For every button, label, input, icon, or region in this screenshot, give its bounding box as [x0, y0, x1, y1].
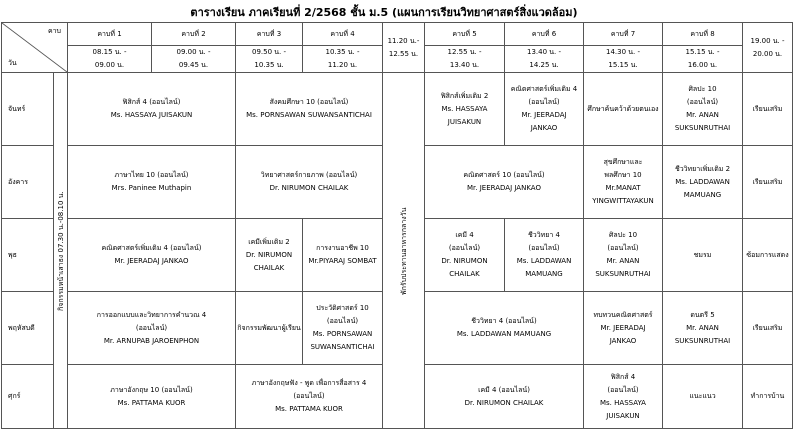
- page-title: ตารางเรียน ภาคเรียนที่ 2/2568 ชั้น ม.5 (แผนการเรียนวิทยาศาสตร์สิ่งแวดล้อม): [190, 6, 578, 19]
- class-cell: แนะแนว: [663, 365, 743, 429]
- class-cell: การออกแบบและวิทยาการคำนวณ 4 (ออนไลน์) Mr. ARNUPAB JAROENPHON: [68, 292, 236, 365]
- period-header: คาบที่ 1: [68, 23, 152, 46]
- class-cell: คณิตศาสตร์เพิ่มเติม 4 (ออนไลน์) Mr. JEERADAJ JANKAO: [68, 219, 236, 292]
- class-cell: เคมี 4 (ออนไลน์) Dr. NIRUMON CHAILAK: [425, 365, 584, 429]
- class-cell: สุขศึกษาและ พลศึกษา 10 Mr.MANAT YINGWITTAYAKUN: [584, 146, 663, 219]
- lunch-time-start: 11.20 น.-: [387, 36, 420, 45]
- lunch-break: พักรับประทานอาหารกลางวัน: [383, 73, 425, 429]
- evening-cell: เรียนเสริม: [743, 292, 793, 365]
- day-thursday: พฤหัสบดี: [2, 292, 54, 365]
- day-friday: ศุกร์: [2, 365, 54, 429]
- evening-time-start: 19.00 น. -: [750, 36, 785, 45]
- class-cell: ภาษาอังกฤษ 10 (ออนไลน์) Ms. PATTAMA KUOR: [68, 365, 236, 429]
- period-header: คาบที่ 7: [584, 23, 663, 46]
- class-cell: ฟิสิกส์ 4 (ออนไลน์) Ms. HASSAYA JUISAKUN: [584, 365, 663, 429]
- period-header: คาบที่ 3: [236, 23, 303, 46]
- period-header: คาบที่ 6: [505, 23, 584, 46]
- class-cell: ศิลปะ 10 (ออนไลน์) Mr. ANAN SUKSUNRUTHAI: [663, 73, 743, 146]
- evening-time-end: 20.00 น.: [752, 49, 783, 58]
- class-cell: ศิลปะ 10 (ออนไลน์) Mr. ANAN SUKSUNRUTHAI: [584, 219, 663, 292]
- corner-period-label: คาบ: [47, 27, 61, 35]
- class-cell: ชีววิทยาเพิ่มเติม 2 Ms. LADDAWAN MAMUANG: [663, 146, 743, 219]
- period-time: 14.30 น. - 15.15 น.: [584, 46, 663, 73]
- class-cell: ทบทวนคณิตศาสตร์ Mr. JEERADAJ JANKAO: [584, 292, 663, 365]
- class-cell: สังคมศึกษา 10 (ออนไลน์) Ms. PORNSAWAN SUWANSANTICHAI: [236, 73, 383, 146]
- evening-cell: ทำการบ้าน: [743, 365, 793, 429]
- homeroom-activity: กิจกรรมหน้าเสาธง 07.30 น.-08.10 น.: [54, 73, 68, 429]
- class-cell: คณิตศาสตร์เพิ่มเติม 4 (ออนไลน์) Mr. JEERADAJ JANKAO: [505, 73, 584, 146]
- evening-cell: เรียนเสริม: [743, 73, 793, 146]
- day-monday: จันทร์: [2, 73, 54, 146]
- class-cell: ภาษาอังกฤษฟัง - พูด เพื่อการสื่อสาร 4 (ออนไลน์) Ms. PATTAMA KUOR: [236, 365, 383, 429]
- corner-day-label: วัน: [8, 59, 17, 67]
- period-header: คาบที่ 2: [152, 23, 236, 46]
- class-cell: ชีววิทยา 4 (ออนไลน์) Ms. LADDAWAN MAMUANG: [505, 219, 584, 292]
- class-cell: การงานอาชีพ 10 Mr.PIYARAJ SOMBAT: [303, 219, 383, 292]
- period-time: 15.15 น. - 16.00 น.: [663, 46, 743, 73]
- class-cell: ชีววิทยา 4 (ออนไลน์) Ms. LADDAWAN MAMUANG: [425, 292, 584, 365]
- class-cell: เคมีเพิ่มเติม 2 Dr. NIRUMON CHAILAK: [236, 219, 303, 292]
- evening-time-header: [743, 23, 793, 73]
- period-time: 09.50 น. - 10.35 น.: [236, 46, 303, 73]
- class-cell: ศึกษาค้นคว้าด้วยตนเอง: [584, 73, 663, 146]
- class-cell: ฟิสิกส์ 4 (ออนไลน์) Ms. HASSAYA JUISAKUN: [68, 73, 236, 146]
- class-cell: ดนตรี 5 Mr. ANAN SUKSUNRUTHAI: [663, 292, 743, 365]
- day-tuesday: อังคาร: [2, 146, 54, 219]
- period-header: คาบที่ 4: [303, 23, 383, 46]
- day-wednesday: พุธ: [2, 219, 54, 292]
- class-cell: ชมรม: [663, 219, 743, 292]
- lunch-time-header: [383, 23, 425, 73]
- period-time: 12.55 น. - 13.40 น.: [425, 46, 505, 73]
- period-header: คาบที่ 8: [663, 23, 743, 46]
- class-cell: ฟิสิกส์เพิ่มเติม 2 Ms. HASSAYA JUISAKUN: [425, 73, 505, 146]
- class-cell: ประวัติศาสตร์ 10 (ออนไลน์) Ms. PORNSAWAN SUWANSANTICHAI: [303, 292, 383, 365]
- period-time: 10.35 น. - 11.20 น.: [303, 46, 383, 73]
- period-time: 13.40 น. - 14.25 น.: [505, 46, 584, 73]
- class-cell: เคมี 4 (ออนไลน์) Dr. NIRUMON CHAILAK: [425, 219, 505, 292]
- period-time: 09.00 น. - 09.45 น.: [152, 46, 236, 73]
- class-cell: กิจกรรมพัฒนาผู้เรียน: [236, 292, 303, 365]
- class-cell: คณิตศาสตร์ 10 (ออนไลน์) Mr. JEERADAJ JANKAO: [425, 146, 584, 219]
- lunch-time-end: 12.55 น.: [388, 49, 419, 58]
- period-header: คาบที่ 5: [425, 23, 505, 46]
- class-cell: ภาษาไทย 10 (ออนไลน์) Mrs. Paninee Muthapin: [68, 146, 236, 219]
- corner-cell: [2, 23, 68, 73]
- evening-cell: เรียนเสริม: [743, 146, 793, 219]
- class-cell: วิทยาศาสตร์กายภาพ (ออนไลน์) Dr. NIRUMON CHAILAK: [236, 146, 383, 219]
- period-time: 08.15 น. - 09.00 น.: [68, 46, 152, 73]
- evening-cell: ซ้อมการแสดง: [743, 219, 793, 292]
- timetable: [1, 22, 793, 429]
